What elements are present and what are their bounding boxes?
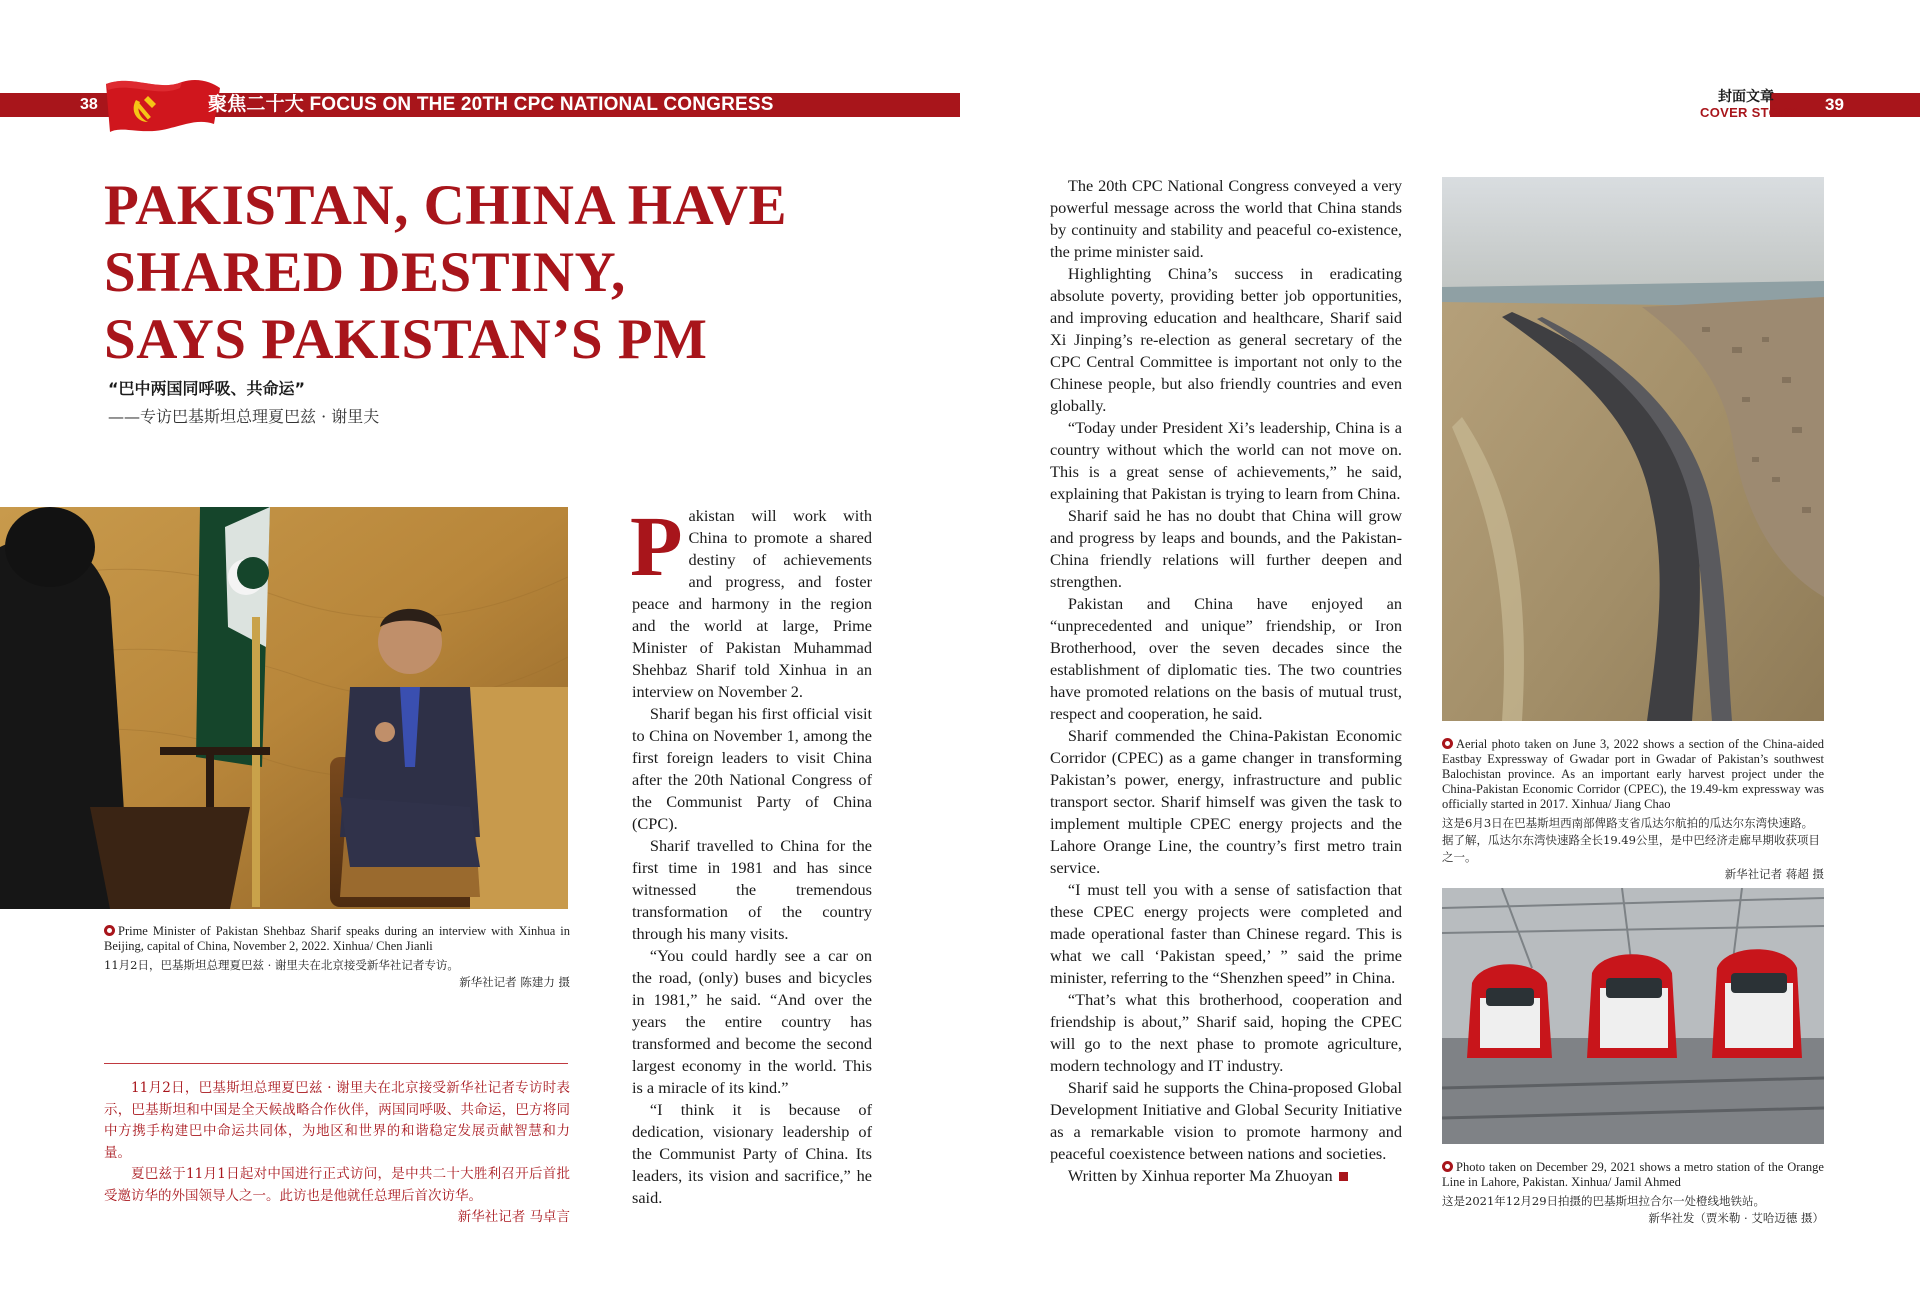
expressway-photo-caption xyxy=(1442,737,1824,883)
body-paragraph: “Today under President Xi’s leadership, China is a country without which the world can not move on. This is a great sense of achievements,” he said, explaining that Pakistan is trying to learn from China. xyxy=(1050,418,1402,503)
caption-text-en: Prime Minister of Pakistan Shehbaz Sharif speaks during an interview with Xinhua in Beijing, capital of China, November 2, 2022. Xinhua/ Chen Jianli xyxy=(104,924,570,953)
caption-credit: 新华社记者 陈建力 摄 xyxy=(459,975,570,989)
page-number-right: 39 xyxy=(1825,95,1844,114)
caption-credit: 新华社记者 蒋超 摄 xyxy=(1724,867,1824,881)
camera-icon xyxy=(104,925,115,936)
summary-zh xyxy=(104,1078,570,1229)
drop-cap: P xyxy=(630,498,683,594)
subtitle-zh: “巴中两国同呼吸、共命运” xyxy=(108,379,306,398)
body-paragraph: Sharif said he has no doubt that China will grow and progress by leaps and bounds, and the Pakistan-China friendly relations will further deepen and strengthen. xyxy=(1050,506,1402,591)
metro-photo xyxy=(1442,888,1824,1144)
party-flag-icon xyxy=(102,74,222,144)
body-paragraph: Sharif said he supports the China-proposed Global Development Initiative and Global Security Initiative as a remarkable vision to promote harmony and peaceful coexistence between nations and societies. xyxy=(1050,1078,1402,1163)
cover-story-label-en: COVER STORY xyxy=(1700,105,1798,120)
headline-line-1: PAKISTAN, CHINA HAVE xyxy=(104,174,788,237)
body-paragraph: Sharif travelled to China for the first time in 1981 and has since witnessed the tremendous transformation of the country through his many visits. xyxy=(632,836,872,943)
cover-story-label-zh: 封面文章 xyxy=(1718,89,1774,105)
body-paragraph: “I must tell you with a sense of satisfaction that these CPEC energy projects were completed and made operational faster than Chinese regard. This is what we call ‘Pakistan speed,’ ” said the prime minister, referring to the “Shenzhen speed” in China. xyxy=(1050,880,1402,987)
section-title: 聚焦二十大 FOCUS ON THE 20TH CPC NATIONAL CONGRESS xyxy=(208,94,774,115)
camera-icon xyxy=(1442,738,1453,749)
summary-credit: 新华社记者 马卓言 xyxy=(457,1209,570,1225)
subtitle-zh-byline: ——专访巴基斯坦总理夏巴兹 · 谢里夫 xyxy=(108,407,380,426)
camera-icon xyxy=(1442,1161,1453,1172)
article-headline xyxy=(104,172,824,373)
body-paragraph: “You could hardly see a car on the road, (only) buses and bicycles in 1981,” he said. “And over the years the entire country has transformed and become the second largest economy in the world. This is a miracle of its kind.” xyxy=(632,946,872,1097)
end-mark-icon xyxy=(1339,1172,1348,1181)
page-number-left: 38 xyxy=(80,96,98,113)
body-paragraph: Sharif commended the China-Pakistan Economic Corridor (CPEC) as a game changer in transforming Pakistan’s power, energy, infrastructure and public transport sector. Sharif himself was given the task to implement multiple CPEC energy projects and the Lahore Orange Line, the country’s first metro train service. xyxy=(1050,726,1402,877)
caption-text-zh: 11月2日，巴基斯坦总理夏巴兹 · 谢里夫在北京接受新华社记者专访。 xyxy=(104,958,459,972)
caption-text-en: Aerial photo taken on June 3, 2022 shows a section of the China-aided Eastbay Expressway of Gwadar port in Gwadar of Pakistan’s southwest Balochistan province. As an important early harvest project under the China-Pakistan Economic Corridor (CPEC), the 19.49-km expressway was officially started in 2017. Xinhua/ Jiang Chao xyxy=(1442,737,1824,811)
body-paragraph: “I think it is because of dedication, visionary leadership of the Communist Party of China. Its leaders, its vision and sacrifice,” he said. xyxy=(632,1100,872,1207)
body-paragraph: Highlighting China’s success in eradicating absolute poverty, providing better job opportunities, and improving education and healthcare, Sharif said Xi Jinping’s re-election as general secretary of the CPC Central Committee is important not only to the Chinese people, but also friendly countries and even globally. xyxy=(1050,264,1402,415)
body-paragraph: “That’s what this brotherhood, cooperation and friendship is about,” Sharif said, hoping the CPEC will go to the next phase to promote agriculture, modern technology and IT industry. xyxy=(1050,990,1402,1075)
caption-credit: 新华社发（贾米勒 · 艾哈迈德 摄） xyxy=(1648,1211,1824,1225)
metro-photo-caption xyxy=(1442,1160,1824,1227)
body-paragraph: Pakistan will work with China to promote a shared destiny of achievements and progress, and foster peace and harmony in the region and the world at large, Prime Minister of Pakistan Muhammad Shehbaz Sharif told Xinhua in an interview on November 2. xyxy=(630,498,872,701)
byline: Written by Xinhua reporter Ma Zhuoyan xyxy=(1050,1165,1402,1187)
headline-line-3: SAYS PAKISTAN’S PM xyxy=(104,308,708,371)
body-paragraph: Pakistan and China have enjoyed an “unprecedented and unique” friendship, or Iron Brotherhood, over the seven decades since the establishment of diplomatic ties. The two countries have promoted relations on the basis of mutual trust, respect and cooperation, he said. xyxy=(1050,594,1402,723)
caption-text-en: Photo taken on December 29, 2021 shows a metro station of the Orange Line in Lahore, Pakistan. Xinhua/ Jamil Ahmed xyxy=(1442,1160,1824,1189)
summary-paragraph: 11月2日，巴基斯坦总理夏巴兹 · 谢里夫在北京接受新华社记者专访时表示，巴基斯坦和中国是全天候战略合作伙伴，两国同呼吸、共命运，巴方将同中方携手构建巴中命运共同体，为地区和世界的和谐稳定发展贡献智慧和力量。 xyxy=(104,1080,570,1161)
article-column-1 xyxy=(630,498,872,1209)
summary-paragraph: 夏巴兹于11月1日起对中国进行正式访问，是中共二十大胜利召开后首批受邀访华的外国领导人之一。此访也是他就任总理后首次访华。 xyxy=(104,1166,570,1204)
body-paragraph: The 20th CPC National Congress conveyed a very powerful message across the world that China stands by continuity and stability and peaceful co-existence, the prime minister said. xyxy=(1050,176,1402,261)
body-paragraph: Sharif began his first official visit to China on November 1, among the first foreign leaders to visit China after the 20th National Congress of the Communist Party of China (CPC). xyxy=(632,704,872,833)
interview-photo xyxy=(0,507,568,909)
caption-text-zh: 这是6月3日在巴基斯坦西南部俾路支省瓜达尔航拍的瓜达尔东湾快速路。据了解，瓜达尔东湾快速路全长19.49公里，是中巴经济走廊早期收获项目之一。 xyxy=(1442,816,1820,864)
summary-divider xyxy=(104,1063,568,1064)
interview-photo-caption xyxy=(104,924,570,991)
headline-line-2: SHARED DESTINY, xyxy=(104,241,626,304)
article-column-2 xyxy=(1050,175,1402,1187)
expressway-photo xyxy=(1442,177,1824,721)
caption-text-zh: 这是2021年12月29日拍摄的巴基斯坦拉合尔一处橙线地铁站。 xyxy=(1442,1194,1766,1208)
